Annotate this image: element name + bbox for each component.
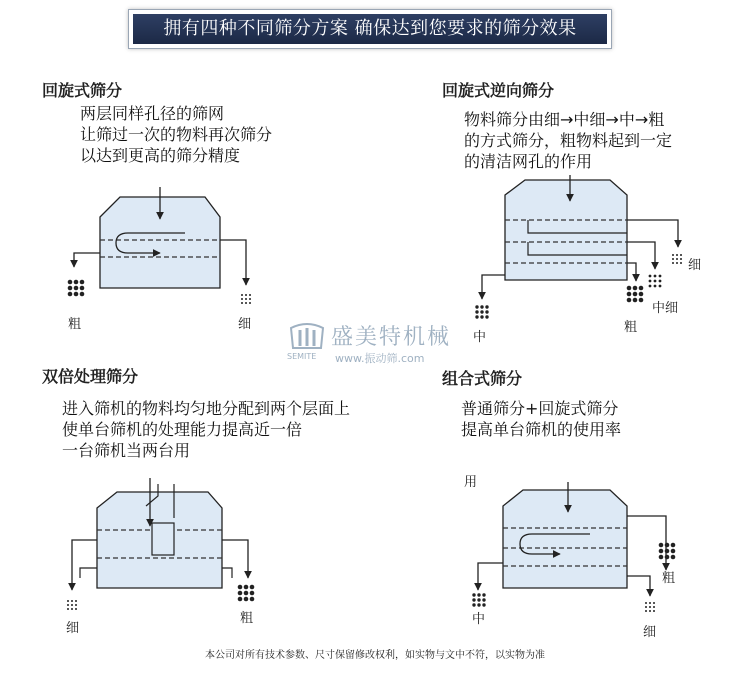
output-label-coarse: 粗	[662, 571, 676, 586]
desc-line: 进入筛机的物料均匀地分配到两个层面上	[62, 399, 351, 418]
logo-brand: SEMITE	[287, 352, 317, 361]
medium-fine-dots-icon	[649, 275, 662, 288]
section-title-double: 双倍处理筛分	[42, 367, 139, 386]
logo-company-name: 盛美特机械	[331, 325, 452, 350]
banner-title: 拥有四种不同筛分方案 确保达到您要求的筛分效果	[133, 14, 607, 44]
diagram-rotary	[0, 185, 300, 335]
output-label-coarse: 粗	[624, 320, 638, 335]
fine-dots-icon	[241, 294, 251, 304]
footer-notice: 本公司对所有技术参数、尺寸保留修改权利，如实物与文中不符，以实物为准	[205, 650, 545, 661]
coarse-dots-icon	[627, 286, 644, 303]
coarse-dots-icon	[68, 280, 85, 297]
desc-line: 使单台筛机的处理能力提高近一倍	[62, 420, 303, 439]
medium-dots-icon	[475, 305, 488, 318]
desc-line: 的清洁网孔的作用	[464, 152, 593, 171]
desc-line: 以达到更高的筛分精度	[80, 146, 241, 165]
fine-dots-icon	[645, 602, 655, 612]
diagram-reverse	[440, 175, 730, 335]
desc-line: 一台筛机当两台用	[62, 441, 191, 460]
output-label-coarse: 粗	[240, 611, 254, 626]
side-label: 用	[464, 475, 478, 490]
output-label-medium: 中	[472, 612, 486, 627]
output-label-fine: 细	[66, 621, 80, 636]
desc-line: 的方式筛分，粗物料起到一定	[464, 131, 673, 150]
diagram-double	[0, 478, 300, 628]
medium-dots-icon	[472, 593, 485, 606]
section-title-combined: 组合式筛分	[442, 369, 523, 388]
desc-line: 让筛过一次的物料再次筛分	[80, 125, 273, 144]
desc-line: 提高单台筛机的使用率	[461, 420, 622, 439]
output-label-fine: 细	[238, 317, 252, 332]
section-desc-reverse	[464, 109, 672, 172]
desc-line: 普通筛分+回旋式筛分	[461, 399, 619, 418]
fine-dots-icon	[672, 254, 682, 264]
logo-url: www.振动筛.com	[335, 352, 425, 365]
fine-dots-icon	[67, 600, 77, 610]
banner	[128, 9, 612, 49]
output-label-fine: 细	[688, 258, 702, 273]
section-desc-rotary	[80, 103, 272, 166]
coarse-dots-icon	[659, 543, 676, 560]
coarse-dots-icon	[238, 585, 255, 602]
output-label-fine: 细	[643, 625, 657, 640]
output-label-medium-fine: 中细	[652, 301, 679, 316]
section-desc-double	[62, 398, 350, 461]
company-logo	[287, 318, 467, 368]
section-title-rotary: 回旋式筛分	[42, 81, 123, 100]
section-title-reverse: 回旋式逆向筛分	[442, 81, 555, 100]
desc-line: 物料筛分由细→中细→中→粗	[464, 110, 665, 129]
section-desc-combined	[461, 398, 621, 440]
output-label-medium: 中	[473, 330, 487, 345]
output-label-coarse: 粗	[68, 317, 82, 332]
machine-body	[505, 180, 627, 280]
desc-line: 两层同样孔径的筛网	[80, 104, 225, 123]
